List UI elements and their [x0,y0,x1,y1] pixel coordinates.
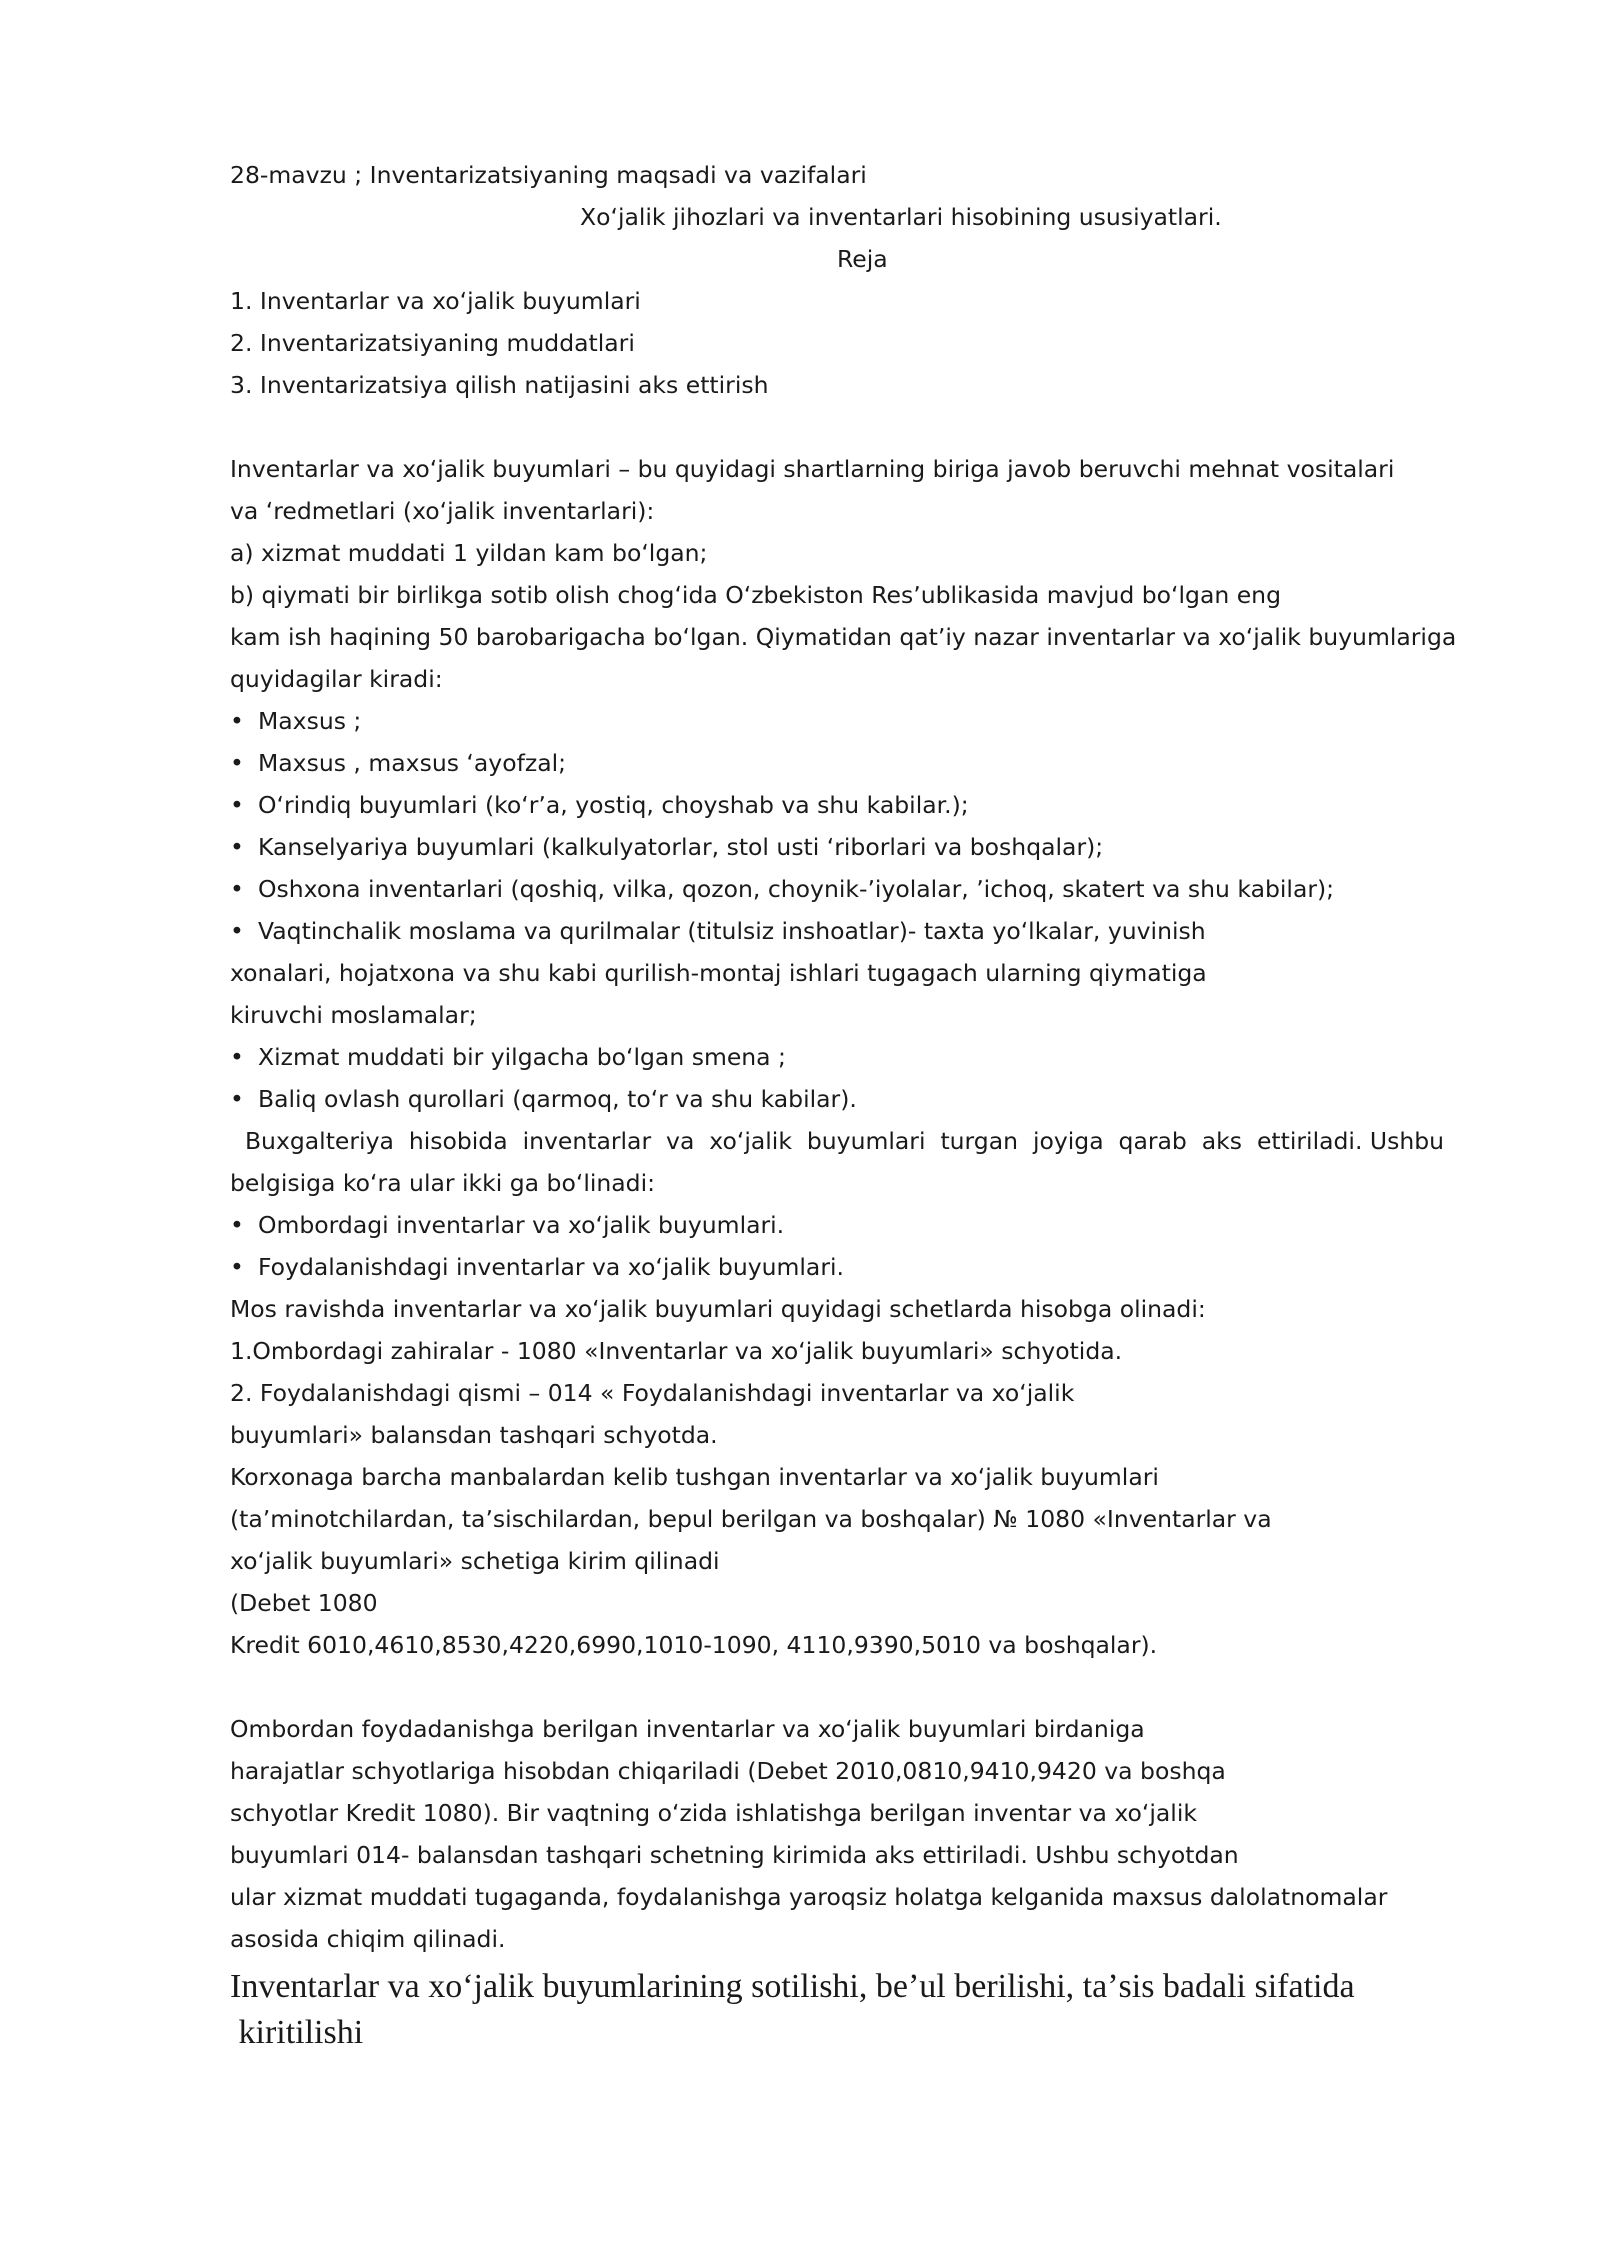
text-line: Mos ravishda inventarlar va xoʻjalik buyumlari quyidagi schetlarda hisobga olinadi: [230,1295,1206,1323]
text-line: ular xizmat muddati tugaganda, foydalanishga yaroqsiz holatga kelganida maxsus dalolatnomalar [230,1883,1388,1911]
text-line: Buxgalteriya hisobida inventarlar va xoʻjalik buyumlari turgan joyiga qarab aks ettiriladi. Ushbu [230,1127,1445,1155]
text-line: xonalari, hojatxona va shu kabi qurilish-montaj ishlari tugagach ularning qiymatiga [230,959,1207,987]
list-item [230,784,1495,826]
list-item [230,826,1495,868]
spacer [230,1666,1495,1708]
list-item [230,700,1495,742]
list-item-text: Vaqtinchalik moslama va qurilmalar (titulsiz inshoatlar)- taxta yoʻlkalar, yuvinish [258,917,1206,945]
condition-b: b) qiymati bir birlikga sotib olish chogʻida Oʻzbekiston Resʼublikasida mavjud boʻlgan eng [230,581,1281,609]
topic-title: 28-mavzu ; Inventarizatsiyaning maqsadi va vazifalari [230,161,867,189]
bullet-icon: • [230,791,244,819]
list-item-text: Baliq ovlash qurollari (qarmoq, toʻr va shu kabilar). [258,1085,857,1113]
plan-label: Reja [837,245,888,273]
bullet-list-location [230,1204,1495,1288]
document-subtitle: Xoʻjalik jihozlari va inventarlari hisobining ususiyatlari. [580,203,1222,231]
bullet-icon: • [230,917,244,945]
section-heading-line: Inventarlar va xoʻjalik buyumlarining sotilishi, beʼul berilishi, taʼsis badali sifatida [230,1968,1355,2005]
section-heading [230,1964,1495,2056]
text-line: Kredit 6010,4610,8530,4220,6990,1010-1090, 4110,9390,5010 va boshqalar). [230,1631,1158,1659]
list-item-text: Maxsus ; [258,707,362,735]
paragraph-receipt [230,1456,1495,1666]
bullet-icon: • [230,1043,244,1071]
bullet-icon: • [230,707,244,735]
text-line: schyotlar Kredit 1080). Bir vaqtning oʻzida ishlatishga berilgan inventar va xoʻjalik [230,1799,1197,1827]
bullet-list-categories [230,700,1495,1120]
text-line: (Debet 1080 [230,1589,378,1617]
list-item [230,910,1495,952]
list-item [230,742,1495,784]
list-item-text: Oʻrindiq buyumlari (koʻrʼa, yostiq, choyshab va shu kabilar.); [258,791,969,819]
plan-item: 3. Inventarizatsiya qilish natijasini aks ettirish [230,371,769,399]
text-line: quyidagilar kiradi: [230,665,443,693]
text-line: buyumlari 014- balansdan tashqari schetning kirimida aks ettiriladi. Ushbu schyotdan [230,1841,1239,1869]
text-line: kam ish haqining 50 barobarigacha boʻlgan. Qiymatidan qatʼiy nazar inventarlar va xoʻjalik buyumlariga [230,623,1457,651]
text-line: (taʼminotchilardan, taʼsischilardan, bepul berilgan va boshqalar) № 1080 «Inventarlar va [230,1505,1272,1533]
text-line: xoʻjalik buyumlari» schetiga kirim qilinadi [230,1547,720,1575]
condition-a: a) xizmat muddati 1 yildan kam boʻlgan; [230,539,708,567]
bullet-icon: • [230,833,244,861]
text-line: buyumlari» balansdan tashqari schyotda. [230,1421,718,1449]
list-item [230,1036,1495,1078]
list-item-text: Maxsus , maxsus ʻayofzal; [258,749,567,777]
bullet-icon: • [230,1211,244,1239]
text-line: Inventarlar va xoʻjalik buyumlari – bu quyidagi shartlarning biriga javob beruvchi mehnat vositalari [230,455,1395,483]
text-line: asosida chiqim qilinadi. [230,1925,506,1953]
list-item [230,1246,1495,1288]
list-item-text: Foydalanishdagi inventarlar va xoʻjalik buyumlari. [258,1253,844,1281]
bullet-icon: • [230,1253,244,1281]
list-item-text: Xizmat muddati bir yilgacha boʻlgan smena ; [258,1043,786,1071]
list-item [230,1204,1495,1246]
text-line: Ombordan foydadanishga berilgan inventarlar va xoʻjalik buyumlari birdaniga [230,1715,1145,1743]
text-line: 1.Ombordagi zahiralar - 1080 «Inventarlar va xoʻjalik buyumlari» schyotida. [230,1337,1123,1365]
text-line: va ʻredmetlari (xoʻjalik inventarlari): [230,497,655,525]
text-line: 2. Foydalanishdagi qismi – 014 « Foydalanishdagi inventarlar va xoʻjalik [230,1379,1075,1407]
plan-item: 1. Inventarlar va xoʻjalik buyumlari [230,287,641,315]
list-item [230,868,1495,910]
section-heading-line: kiritilishi [230,2014,364,2051]
text-line: kiruvchi moslamalar; [230,1001,477,1029]
bullet-icon: • [230,875,244,903]
bullet-icon: • [230,1085,244,1113]
list-item-text: Kanselyariya buyumlari (kalkulyatorlar, stol usti ʻriborlari va boshqalar); [258,833,1104,861]
plan-list [230,280,1495,406]
text-line: belgisiga koʻra ular ikki ga boʻlinadi: [230,1169,656,1197]
spacer [230,406,1495,448]
list-item [230,1078,1495,1120]
document-body [230,154,1495,2056]
paragraph-accounts [230,1288,1495,1456]
plan-item: 2. Inventarizatsiyaning muddatlari [230,329,635,357]
paragraph-writeoff [230,1708,1495,1960]
text-line: Korxonaga barcha manbalardan kelib tushgan inventarlar va xoʻjalik buyumlari [230,1463,1159,1491]
list-item-text: Ombordagi inventarlar va xoʻjalik buyumlari. [258,1211,785,1239]
paragraph-accounting [230,1120,1495,1204]
paragraph-definition [230,448,1495,700]
text-line: harajatlar schyotlariga hisobdan chiqariladi (Debet 2010,0810,9410,9420 va boshqa [230,1757,1226,1785]
list-item-text: Oshxona inventarlari (qoshiq, vilka, qozon, choynik-ʼiyolalar, ʼichoq, skatert va shu kabilar); [258,875,1335,903]
bullet-icon: • [230,749,244,777]
